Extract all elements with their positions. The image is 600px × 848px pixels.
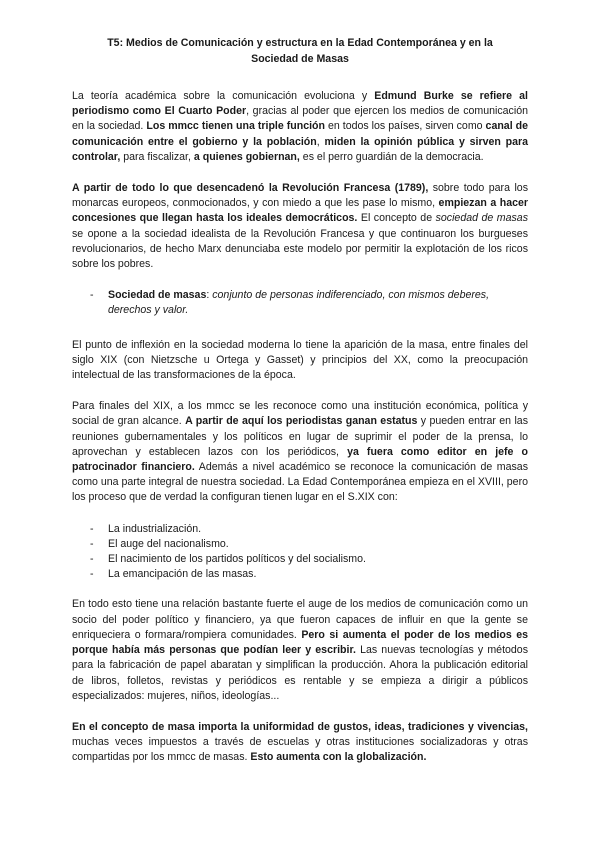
paragraph-6 bbox=[72, 720, 528, 766]
p2-run: empiezan a hacer concesiones que llegan hasta los ideales democráticos. bbox=[72, 197, 528, 225]
p2-run: El concepto de bbox=[357, 212, 436, 225]
p4-run: Además a nivel académico se reconoce la comunicación de masas como una parte integral de nuestra sociedad. La Edad Contemporánea empieza en el XVIII, pero los proceso que de verdad la configuran tienen lugar en el S.XIX con: bbox=[72, 461, 528, 504]
p4-run: ya fuera como editor en jefe o patrocinador financiero. bbox=[72, 445, 529, 474]
p5-run: En todo esto tiene una relación bastante fuerte el auge de los medios de comunicación como un socio del poder político y financiero, ya que fueron capaces de influir en que la gente se enriqueciera o formara/rompiera comunidades. bbox=[72, 598, 528, 641]
p1-run: canal de comunicación entre el gobierno y la población bbox=[72, 120, 528, 148]
definition-term: Sociedad de masas bbox=[108, 289, 207, 302]
p4-run: A partir de aquí los periodistas ganan estatus bbox=[185, 415, 418, 428]
p6-run: Esto aumenta con la globalización. bbox=[250, 751, 427, 764]
p5-run: Las nuevas tecnologías y métodos para la fabricación de papel abaratan y simplifican la producción. Ahora la publicación editorial de libros, folletos, revistas y periódicos es rentable y se empieza a dirigir a públicos especializados: mujeres, niños, ideologías... bbox=[72, 644, 528, 702]
p4-run: Para finales del XIX, a los mmcc se les reconoce como una institución económica, política y social de gran alcance. bbox=[72, 400, 528, 428]
paragraph-5 bbox=[72, 597, 528, 703]
definition-meaning: conjunto de personas indiferenciado, con mismos deberes, derechos y valor. bbox=[108, 289, 490, 317]
p1-run: es el perro guardián de la democracia. bbox=[299, 150, 484, 163]
p1-run: , bbox=[316, 135, 325, 148]
paragraph-3: El punto de inflexión en la sociedad moderna lo tiene la aparición de la masa, entre finales del siglo XIX (con Nietzsche u Ortega y Gasset) y principios del XX, como la preocupación intelectual de las transformaciones de la época. bbox=[72, 338, 528, 382]
definition-list bbox=[72, 288, 528, 318]
p1-run: La teoría académica sobre la comunicación evoluciona y bbox=[72, 90, 375, 102]
title-line-2: Sociedad de Masas bbox=[251, 52, 349, 65]
p1-run: a quienes gobiernan, bbox=[193, 150, 300, 163]
paragraph-1 bbox=[72, 89, 528, 165]
document-page bbox=[72, 36, 528, 782]
p1-run: Los mmcc tienen una triple función bbox=[146, 120, 325, 133]
definition-separator: : bbox=[206, 289, 213, 302]
p5-run: Pero si aumenta el poder de los medios es porque había más personas que podían leer y escribir. bbox=[72, 628, 528, 657]
document-title bbox=[96, 36, 504, 67]
p2-run: sobre todo para los monarcas europeos, conmocionados, y con miedo a que les pase lo mismo, bbox=[72, 182, 528, 210]
list-item: - El auge del nacionalismo. bbox=[72, 537, 528, 552]
list-item: - La emancipación de las masas. bbox=[72, 567, 528, 582]
p2-run: A partir de todo lo que desencadenó la Revolución Francesa (1789), bbox=[72, 182, 429, 195]
process-list bbox=[72, 522, 528, 583]
paragraph-2 bbox=[72, 181, 528, 272]
p1-run: Edmund Burke se refiere al periodismo como El Cuarto Poder bbox=[72, 90, 528, 118]
p1-run: , gracias al poder que ejercen los medios de comunicación en la sociedad. bbox=[72, 105, 528, 133]
p2-run: sociedad de masas bbox=[435, 212, 528, 225]
p1-run: miden la opinión pública y sirven para controlar, bbox=[72, 135, 529, 163]
paragraph-4 bbox=[72, 399, 528, 505]
p1-run: para fiscalizar, bbox=[120, 150, 194, 163]
p2-run: se opone a la sociedad idealista de la Revolución Francesa y que continuaron los burgueses revolucionarios, de hecho Marx denunciaba este modelo por permitir la explotación de los ricos sobre los pobres. bbox=[72, 227, 528, 271]
title-line-1: T5: Medios de Comunicación y estructura en la Edad Contemporánea y en la bbox=[107, 37, 493, 49]
p6-run: muchas veces impuestos a través de escuelas y otras instituciones socializadoras y otras compartidas por los mmcc de masas. bbox=[72, 736, 528, 764]
p1-run: en todos los países, sirven como bbox=[325, 120, 486, 133]
list-item: - El nacimiento de los partidos políticos y del socialismo. bbox=[72, 552, 528, 567]
list-item: - La industrialización. bbox=[72, 522, 528, 537]
p6-run: En el concepto de masa importa la uniformidad de gustos, ideas, tradiciones y vivencias, bbox=[72, 720, 528, 733]
definition-item bbox=[72, 288, 528, 318]
p4-run: y pueden entrar en las reuniones gubernamentales y los políticos en lugar de suprimir el poder de la prensa, lo aprovechan y establecen lazos con los periódicos, bbox=[72, 415, 528, 458]
